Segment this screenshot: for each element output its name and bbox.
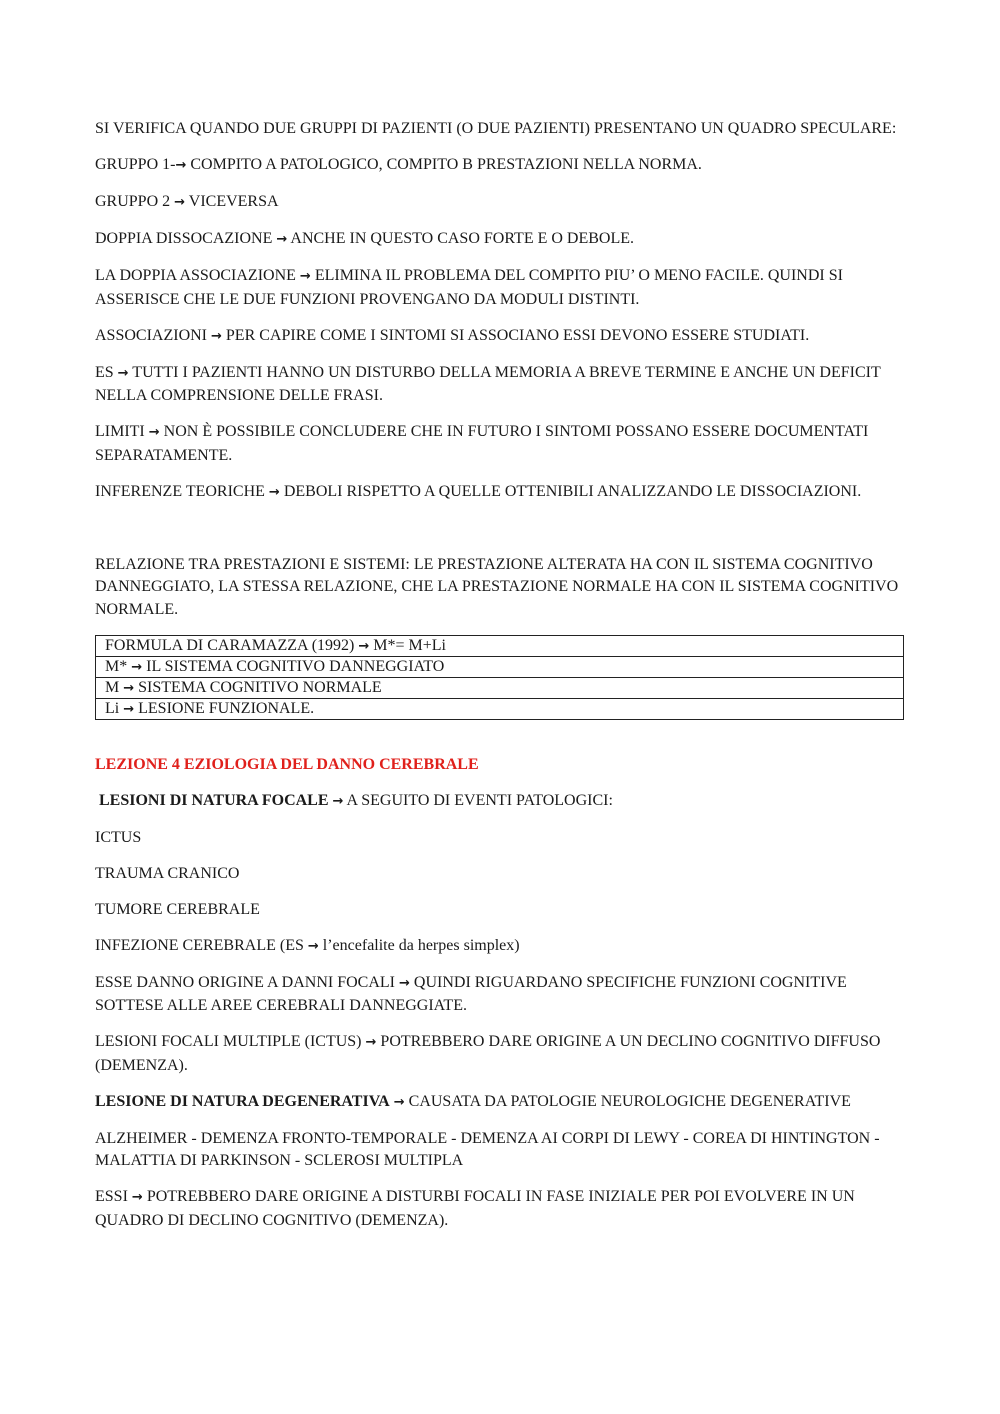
paragraph-lesioni-multiple: LESIONI FOCALI MULTIPLE (ICTUS) → POTREBBERO DARE ORIGINE A UN DECLINO COGNITIVO DIFFUSO (DEMENZA). [95,1033,881,1074]
arrow-icon: → [299,269,311,284]
paragraph-relazione: RELAZIONE TRA PRESTAZIONI E SISTEMI: LE PRESTAZIONE ALTERATA HA CON IL SISTEMA COGNITIVO DANNEGGIATO, LA STESSA RELAZIONE, CHE LA PRESTAZIONE NORMALE HA CON IL SISTEMA COGNITIVO NORMALE. [95,555,899,618]
paragraph-doppia-dissocazione: DOPPIA DISSOCAZIONE → ANCHE IN QUESTO CASO FORTE E O DEBOLE. [95,230,635,247]
document-page [95,118,905,1246]
paragraph-lesione-degenerativa: LESIONE DI NATURA DEGENERATIVA → CAUSATA DA PATOLOGIE NEUROLOGICHE DEGENERATIVE [95,1092,851,1110]
paragraph-gruppo-2: GRUPPO 2 → VICEVERSA [95,193,279,210]
paragraph-malattie: ALZHEIMER - DEMENZA FRONTO-TEMPORALE - DEMENZA AI CORPI DI LEWY - COREA DI HINTINGTON - MALATTIA DI PARKINSON - SCLEROSI MULTIPLA [95,1129,880,1169]
list-item: ICTUS [95,828,142,846]
table-row [96,656,904,677]
arrow-icon: → [117,365,129,381]
table-row [96,698,904,719]
arrow-icon: → [123,701,135,717]
paragraph-gruppo-1: GRUPPO 1-→ COMPITO A PATOLOGICO, COMPITO B PRESTAZIONI NELLA NORMA. [95,156,702,173]
arrow-icon: → [399,975,410,991]
arrow-icon: → [131,1190,143,1205]
arrow-icon: → [131,659,143,675]
arrow-icon: → [276,232,288,247]
table-row [96,677,904,698]
arrow-icon: → [268,484,280,500]
arrow-icon: → [174,195,186,210]
paragraph-doppia-associazione: LA DOPPIA ASSOCIAZIONE → ELIMINA IL PROBLEMA DEL COMPITO PIU’ O MENO FACILE. QUINDI SI ASSERISCE CHE LE DUE FUNZIONI PROVENGANO DA MODULI DISTINTI. [95,267,843,308]
paragraph-inferenze: INFERENZE TEORICHE → DEBOLI RISPETTO A QUELLE OTTENIBILI ANALIZZANDO LE DISSOCIAZIONI. [95,482,862,500]
arrow-icon: → [393,1094,405,1110]
paragraph-intro: SI VERIFICA QUANDO DUE GRUPPI DI PAZIENTI (O DUE PAZIENTI) PRESENTANO UN QUADRO SPECULARE: [95,120,897,137]
lesson-title: LEZIONE 4 EZIOLOGIA DEL DANNO CEREBRALE [95,755,479,773]
arrow-icon: → [307,938,319,954]
paragraph-essi: ESSI → POTREBBERO DARE ORIGINE A DISTURBI FOCALI IN FASE INIZIALE PER POI EVOLVERE IN UN QUADRO DI DECLINO COGNITIVO (DEMENZA). [95,1188,855,1229]
table-cell: Li → LESIONE FUNZIONALE. [96,698,904,719]
paragraph-associazioni: ASSOCIAZIONI → PER CAPIRE COME I SINTOMI SI ASSOCIANO ESSI DEVONO ESSERE STUDIATI. [95,326,810,344]
table-cell: M → SISTEMA COGNITIVO NORMALE [96,677,904,698]
paragraph-lesioni-focali: LESIONI DI NATURA FOCALE → A SEGUITO DI EVENTI PATOLOGICI: [99,791,613,809]
arrow-icon: → [175,158,187,173]
paragraph-infezione: INFEZIONE CEREBRALE (ES → l’encefalite da herpes simplex) [95,936,520,954]
paragraph-danni-focali: ESSE DANNO ORIGINE A DANNI FOCALI → QUINDI RIGUARDANO SPECIFICHE FUNZIONI COGNITIVE SOTTESE ALLE AREE CEREBRALI DANNEGGIATE. [95,973,847,1014]
arrow-icon: → [123,680,135,696]
table-cell: M* → IL SISTEMA COGNITIVO DANNEGGIATO [96,656,904,677]
paragraph-limiti: LIMITI → NON È POSSIBILE CONCLUDERE CHE IN FUTURO I SINTOMI POSSANO ESSERE DOCUMENTATI SEPARATAMENTE. [95,423,869,464]
arrow-icon: → [211,328,222,344]
list-item: TRAUMA CRANICO [95,864,240,882]
paragraph-esempio: ES → TUTTI I PAZIENTI HANNO UN DISTURBO DELLA MEMORIA A BREVE TERMINE E ANCHE UN DEFICIT NELLA COMPRENSIONE DELLE FRASI. [95,363,881,404]
blank-line [95,518,905,554]
arrow-icon: → [358,638,370,654]
arrow-icon: → [148,425,160,440]
arrow-icon: → [332,793,344,809]
table-row [96,635,904,656]
formula-table [95,635,904,720]
table-cell: FORMULA DI CARAMAZZA (1992) → M*= M+Li [96,635,904,656]
arrow-icon: → [365,1035,377,1050]
list-item: TUMORE CEREBRALE [95,900,260,918]
